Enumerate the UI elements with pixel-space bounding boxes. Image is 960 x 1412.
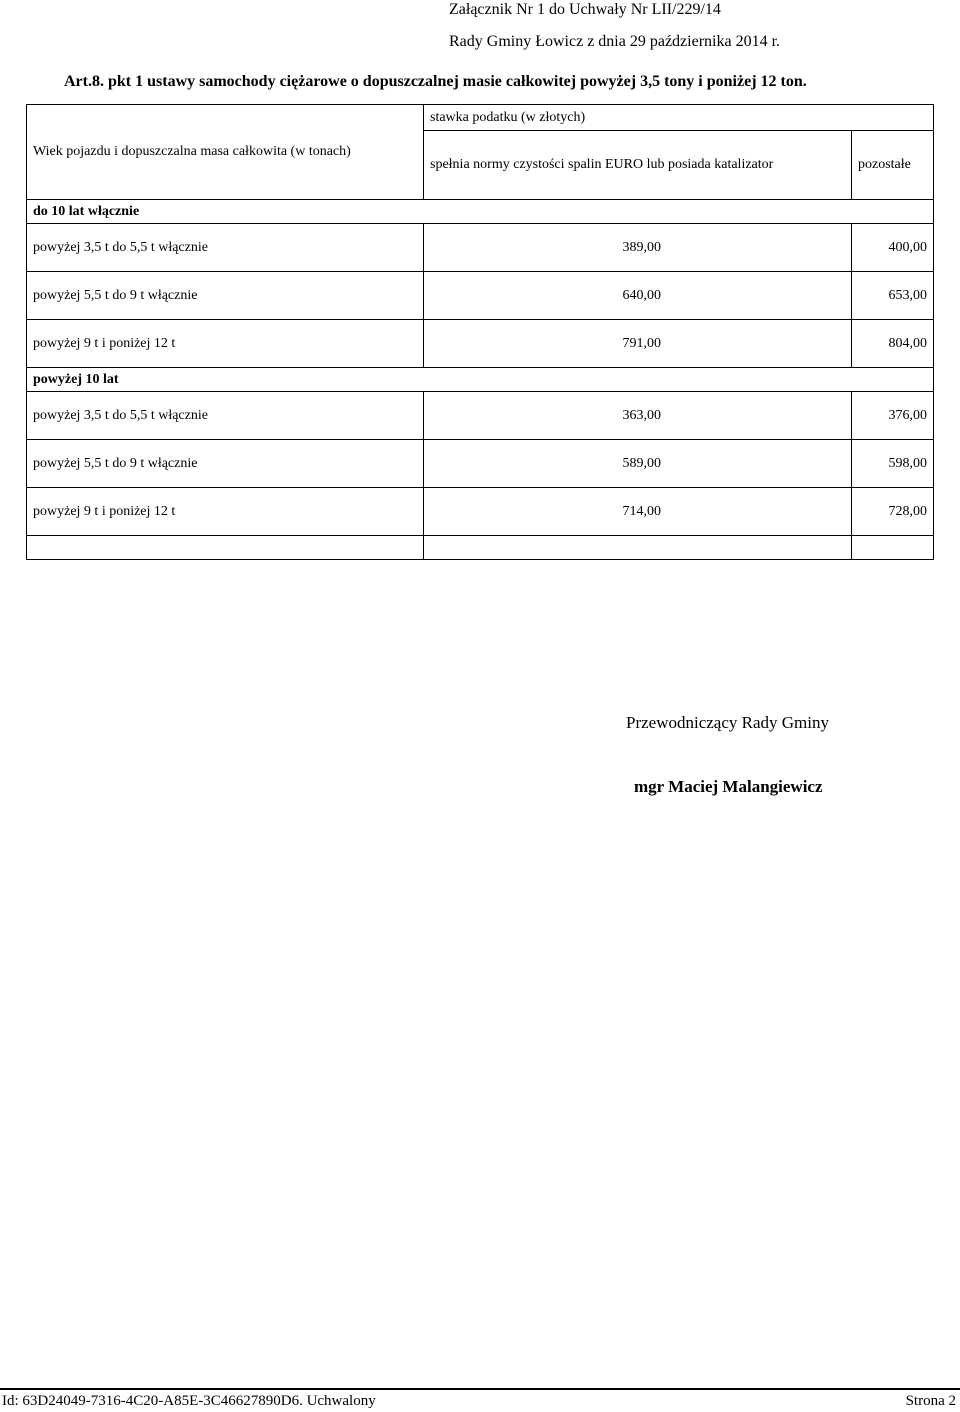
tax-rate-table: [26, 104, 934, 560]
row-euro-value: 714,00: [424, 488, 852, 536]
signature-title: Przewodniczący Rady Gminy: [626, 713, 829, 732]
row-euro-value: 640,00: [424, 272, 852, 320]
group-label: powyżej 10 lat: [27, 368, 934, 392]
row-other-value: 804,00: [852, 320, 934, 368]
row-desc: powyżej 3,5 t do 5,5 t włącznie: [27, 392, 424, 440]
empty-cell: [27, 536, 424, 560]
table-row: [27, 272, 934, 320]
row-desc: powyżej 5,5 t do 9 t włącznie: [27, 272, 424, 320]
table-row: [27, 440, 934, 488]
header-vehicle-column: Wiek pojazdu i dopuszczalna masa całkowita (w tonach): [27, 105, 424, 200]
empty-cell: [424, 536, 852, 560]
header-rate-column: stawka podatku (w złotych): [424, 105, 934, 131]
footer-document-id: Id: 63D24049-7316-4C20-A85E-3C46627890D6. Uchwalony: [2, 1393, 376, 1409]
table-row: [27, 392, 934, 440]
row-desc: powyżej 9 t i poniżej 12 t: [27, 488, 424, 536]
row-other-value: 653,00: [852, 272, 934, 320]
group-row-over-10: [27, 368, 934, 392]
group-row-up-to-10: [27, 200, 934, 224]
header-euro-column: spełnia normy czystości spalin EURO lub posiada katalizator: [424, 131, 852, 200]
table-row: [27, 224, 934, 272]
article-title: Art.8. pkt 1 ustawy samochody ciężarowe o dopuszczalnej masie całkowitej powyżej 3,5 tony i poniżej 12 ton.: [64, 73, 807, 90]
header-other-column: pozostałe: [852, 131, 934, 200]
group-label: do 10 lat włącznie: [27, 200, 934, 224]
row-euro-value: 589,00: [424, 440, 852, 488]
row-desc: powyżej 3,5 t do 5,5 t włącznie: [27, 224, 424, 272]
row-other-value: 376,00: [852, 392, 934, 440]
row-euro-value: 363,00: [424, 392, 852, 440]
row-other-value: 598,00: [852, 440, 934, 488]
signature-name: mgr Maciej Malangiewicz: [634, 777, 823, 796]
table-row: [27, 320, 934, 368]
empty-cell: [852, 536, 934, 560]
footer-page-number: Strona 2: [905, 1393, 956, 1409]
row-other-value: 728,00: [852, 488, 934, 536]
annex-header-line2: Rady Gminy Łowicz z dnia 29 października 2014 r.: [449, 33, 781, 50]
annex-header-line1: Załącznik Nr 1 do Uchwały Nr LII/229/14: [449, 1, 721, 18]
row-desc: powyżej 9 t i poniżej 12 t: [27, 320, 424, 368]
row-desc: powyżej 5,5 t do 9 t włącznie: [27, 440, 424, 488]
row-other-value: 400,00: [852, 224, 934, 272]
table-row: [27, 488, 934, 536]
row-euro-value: 389,00: [424, 224, 852, 272]
table-row-empty: [27, 536, 934, 560]
row-euro-value: 791,00: [424, 320, 852, 368]
footer-divider: [0, 1388, 960, 1390]
